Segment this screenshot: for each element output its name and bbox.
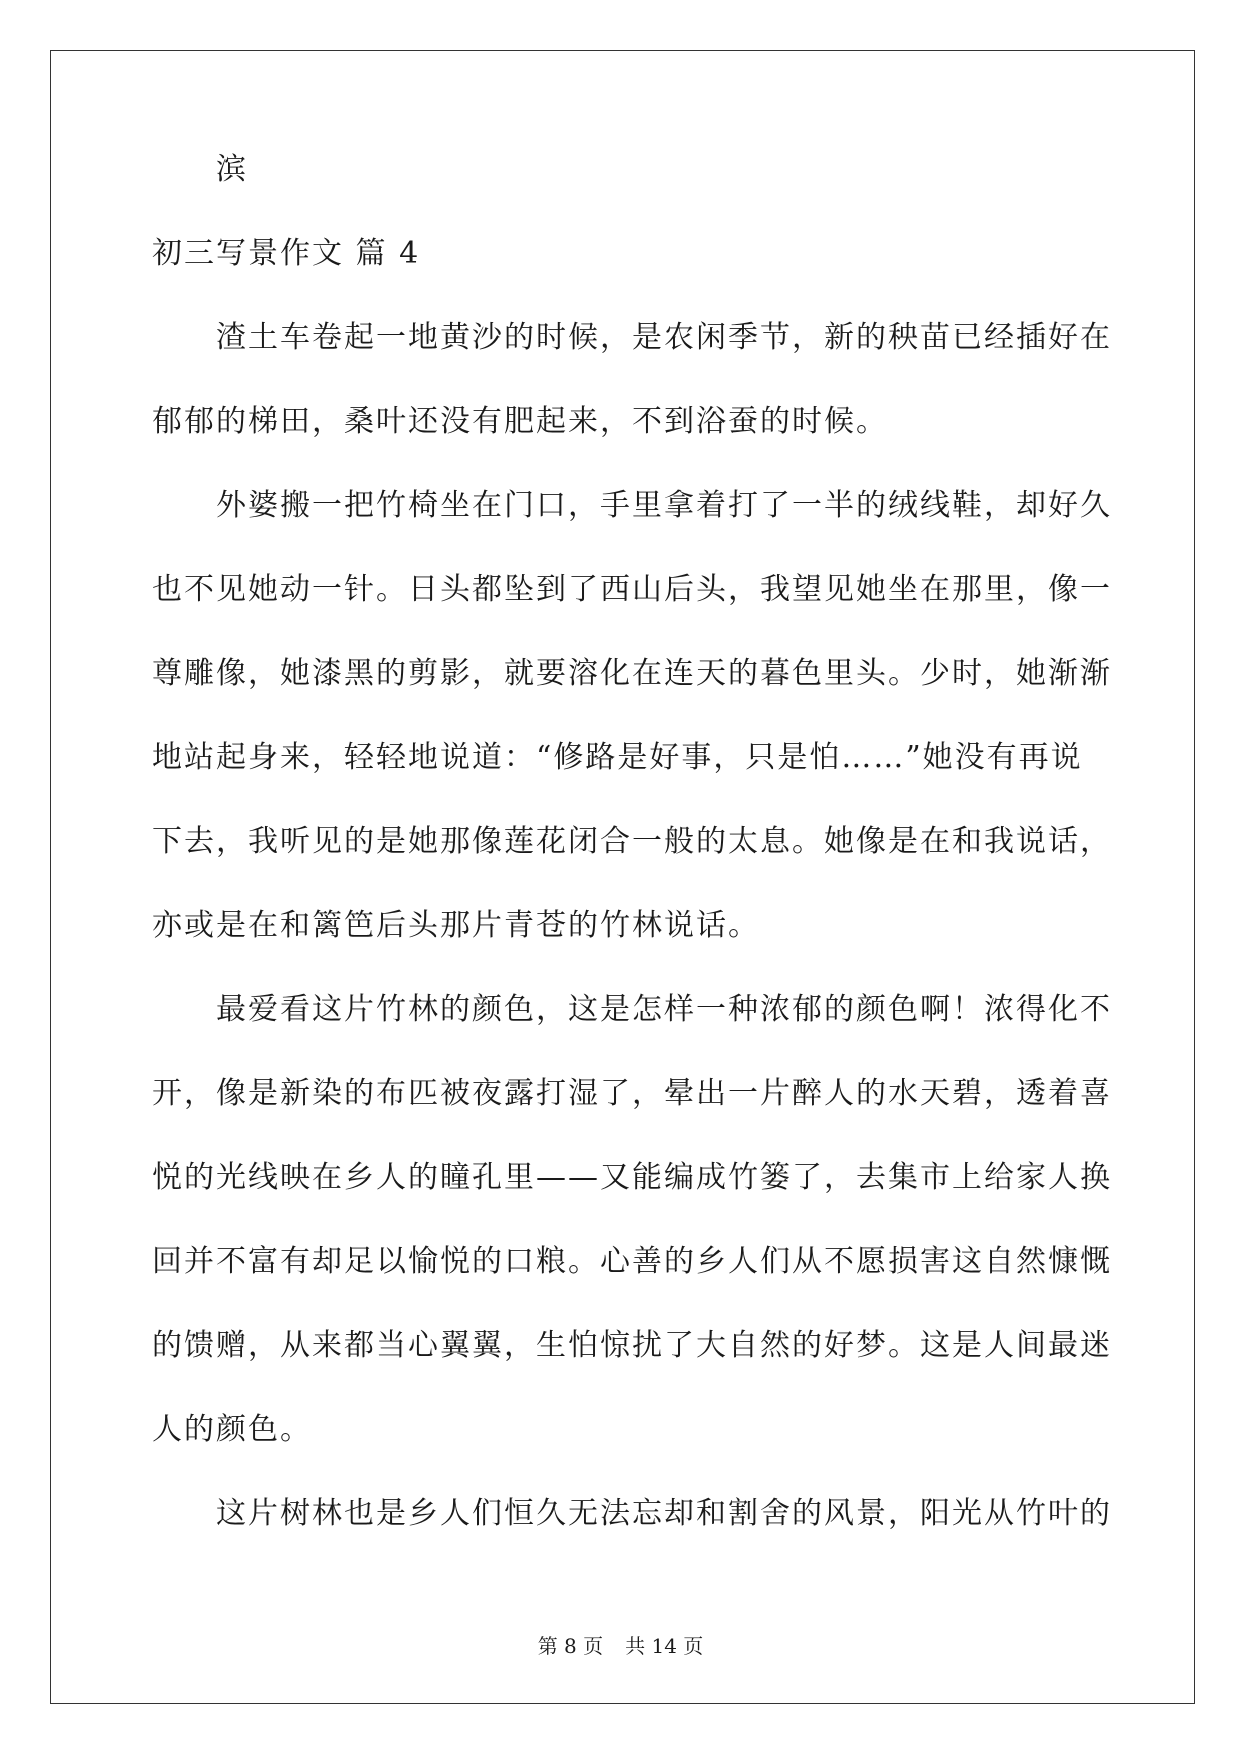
text-line: 下去，我听见的是她那像莲花闭合一般的太息。她像是在和我说话， bbox=[152, 824, 1112, 859]
text-line: 开，像是新染的布匹被夜露打湿了，晕出一片醉人的水天碧，透着喜 bbox=[152, 1076, 1112, 1111]
text-line: 外婆搬一把竹椅坐在门口，手里拿着打了一半的绒线鞋，却好久 bbox=[216, 488, 1112, 523]
page-footer bbox=[0, 1630, 1241, 1659]
text-line: 地站起身来，轻轻地说道：“修路是好事，只是怕……”她没有再说 bbox=[152, 740, 1083, 775]
document-body bbox=[152, 128, 1112, 1556]
section-heading: 初三写景作文 篇 4 bbox=[152, 236, 421, 271]
text-line: 人的颜色。 bbox=[152, 1412, 312, 1447]
text-line: 也不见她动一针。日头都坠到了西山后头，我望见她坐在那里，像一 bbox=[152, 572, 1112, 607]
text-line: 郁郁的梯田，桑叶还没有肥起来，不到浴蚕的时候。 bbox=[152, 404, 888, 439]
page-number: 第 8 页 bbox=[537, 1634, 604, 1658]
text-line: 最爱看这片竹林的颜色，这是怎样一种浓郁的颜色啊！浓得化不 bbox=[216, 992, 1112, 1027]
text-line: 滨 bbox=[216, 152, 248, 187]
text-line: 亦或是在和篱笆后头那片青苍的竹林说话。 bbox=[152, 908, 760, 943]
text-line: 回并不富有却足以愉悦的口粮。心善的乡人们从不愿损害这自然慷慨 bbox=[152, 1244, 1112, 1279]
text-line: 的馈赠，从来都当心翼翼，生怕惊扰了大自然的好梦。这是人间最迷 bbox=[152, 1328, 1112, 1363]
text-line: 尊雕像，她漆黑的剪影，就要溶化在连天的暮色里头。少时，她渐渐 bbox=[152, 656, 1112, 691]
text-line: 这片树林也是乡人们恒久无法忘却和割舍的风景，阳光从竹叶的 bbox=[216, 1496, 1112, 1531]
text-line: 渣土车卷起一地黄沙的时候，是农闲季节，新的秧苗已经插好在 bbox=[216, 320, 1112, 355]
page-total: 共 14 页 bbox=[625, 1634, 704, 1658]
text-line: 悦的光线映在乡人的瞳孔里——又能编成竹篓了，去集市上给家人换 bbox=[152, 1160, 1112, 1195]
